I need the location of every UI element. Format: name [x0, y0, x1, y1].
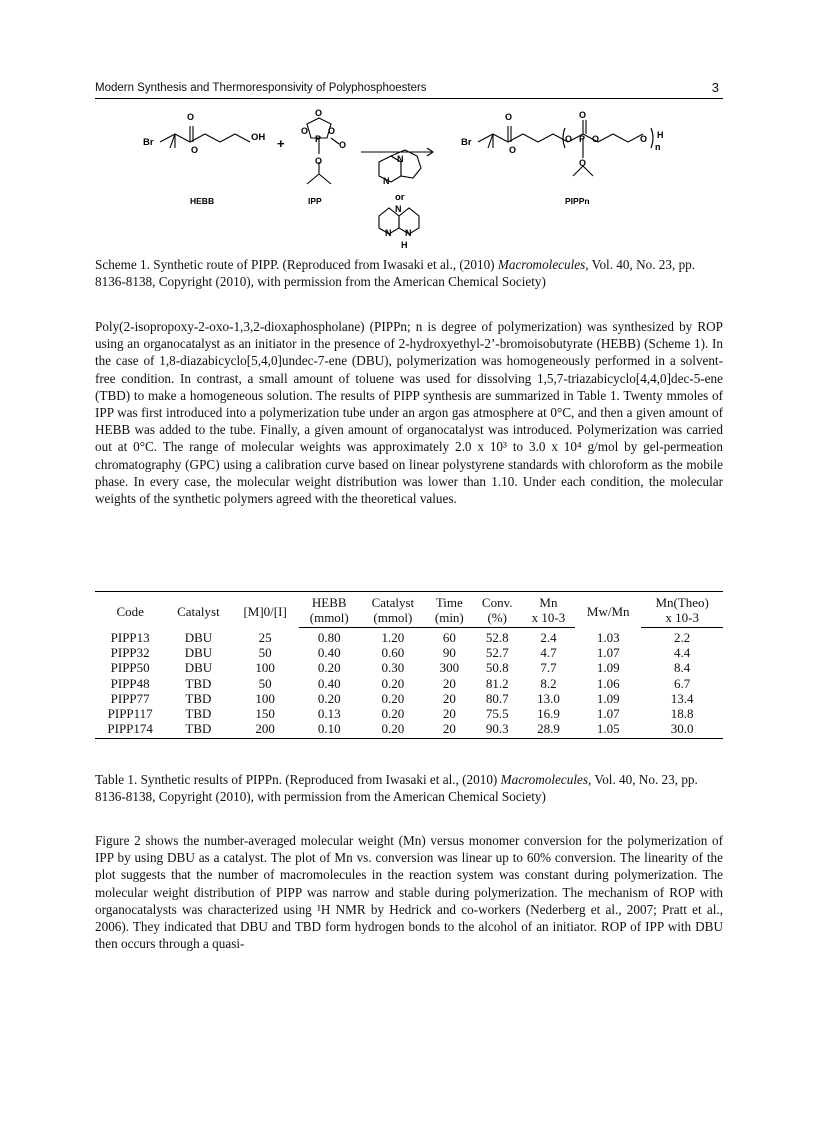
running-header — [95, 80, 723, 99]
svg-text:O: O — [579, 110, 587, 120]
table-cell: 20 — [442, 675, 456, 691]
svg-text:O: O — [339, 140, 347, 150]
svg-text:P: P — [579, 134, 586, 144]
svg-text:O: O — [592, 134, 600, 144]
col-mn: Mn — [522, 592, 575, 611]
table-cell: TBD — [165, 721, 231, 739]
table-cell: 16.9 — [537, 706, 560, 722]
or-label: or — [395, 192, 405, 203]
table-cell: 300 — [439, 660, 460, 676]
table-row — [95, 628, 723, 646]
col-time: Time — [426, 592, 473, 611]
table-cell: 20 — [442, 690, 456, 706]
col-pdi: Mw/Mn — [575, 592, 641, 628]
unit-mn: x 10-3 — [522, 610, 575, 628]
svg-text:N: N — [385, 228, 392, 238]
table-cell: 2.2 — [674, 630, 691, 645]
table-cell: 0.20 — [360, 721, 426, 739]
table-cell: PIPP77 — [110, 690, 150, 706]
table-cell: 1.06 — [596, 675, 620, 691]
pippn-br-label: Br — [461, 137, 472, 148]
table-row — [95, 721, 723, 739]
col-conv: Conv. — [473, 592, 522, 611]
body-paragraph-1: Poly(2-isopropoxy-2-oxo-1,3,2-dioxaphospholane) (PIPPn; n is degree of polymerization) was synthesized by ROP using an organocatalyst as an initiator in the presence of 2-hydroxyethyl-2’-bromoisobutyrate (HEBB) (Scheme 1). In the case of 1,8-diazabicyclo[5,4,0]undec-7-ene (DBU), polymerization was homogeneously performed in a solvent-free condition. In contrast, a small amount of toluene was used for dissolving 1,5,7-triazabicyclo[4,4,0]dec-5-ene (TBD) to make a homogeneous solution. The results of PIPP synthesis are summarized in Table 1. Twenty mmoles of IPP was first introduced into a polymerization tube under an argon gas atmosphere at 0°C, and then a given amount of HEBB was added to the tube. Finally, a given amount of organocatalyst was introduced. Polymerization was carried out at 0°C. The range of molecular weights was approximately 2.0 x 10³ to 3.0 x 10⁴ g/mol by gel-permeation chromatography (GPC) using a calibration curve based on linear polystyrene standards with chloroform as the mobile phase. In every case, the molecular weight distribution was lower than 1.10. Under each condition, the molecular weights of the synthetic polymers agreed with the theoretical values. — [95, 319, 723, 507]
svg-text:O: O — [187, 112, 195, 122]
table-row — [95, 660, 723, 675]
table-cell: PIPP117 — [107, 706, 153, 722]
table-cell: 8.2 — [540, 675, 557, 691]
svg-text:O: O — [191, 145, 199, 155]
table-cell: 0.20 — [381, 675, 405, 691]
table-cell: 52.8 — [485, 630, 509, 645]
table-cell: 13.4 — [670, 690, 694, 706]
svg-text:O: O — [509, 145, 517, 155]
hebb-br-label: Br — [143, 137, 154, 148]
hebb-oh-label: OH — [251, 132, 266, 143]
table-cell: 25 — [258, 629, 272, 645]
table-cell: PIPP48 — [110, 675, 150, 691]
table-cell: 90 — [442, 645, 456, 661]
table-cell: 0.60 — [381, 645, 405, 661]
page-number: 3 — [711, 80, 719, 95]
table-cell: PIPP32 — [110, 645, 150, 661]
table-cell: 81.2 — [485, 675, 509, 691]
table-cell: 100 — [255, 690, 275, 706]
table-cell: 20 — [442, 706, 456, 722]
svg-text:N: N — [383, 176, 390, 186]
svg-text:H: H — [657, 130, 664, 140]
svg-text:P: P — [315, 134, 322, 144]
plus-sign: + — [277, 136, 285, 151]
scheme-1-figure — [95, 104, 723, 254]
svg-text:O: O — [565, 134, 573, 144]
table-cell: 0.40 — [317, 645, 341, 661]
table-cell: 1.09 — [596, 660, 620, 676]
unit-hebb: (mmol) — [299, 610, 360, 628]
table-cell: 100 — [255, 660, 275, 676]
pippn-label: PIPPn — [565, 196, 590, 206]
unit-conv: (%) — [473, 610, 522, 628]
table-cell: 4.7 — [540, 645, 557, 661]
ipp-label: IPP — [308, 196, 322, 206]
table-row — [95, 676, 723, 691]
table-cell: 1.09 — [596, 690, 620, 706]
table-cell: TBD — [185, 675, 212, 691]
svg-text:O: O — [301, 126, 309, 136]
unit-catalyst: (mmol) — [360, 610, 426, 628]
body-paragraph-2: Figure 2 shows the number-averaged molecular weight (Mn) versus monomer conversion for the polymerization of IPP by using DBU as a catalyst. The plot of Mn vs. conversion was linear up to 60% conversion. The linearity of the plot suggests that the number of macromolecules in the reaction system was constant during polymerization. The molecular weight distribution of PIPP was narrow and stable during polymerization. The mechanism of ROP with organocatalysts was characterized using ¹H NMR by Hedrick and co-workers (Nederberg et al., 2007; Pratt et al., 2006). They indicated that DBU and TBD form hydrogen bonds to the alcohol of an initiator. ROP of IPP with DBU then occurs through a quasi- — [95, 833, 723, 952]
table-cell: 30.0 — [641, 721, 723, 739]
table-cell: 1.05 — [575, 721, 641, 739]
table-cell: 0.40 — [317, 675, 341, 691]
table-cell: 0.10 — [299, 721, 360, 739]
table-cell: 7.7 — [540, 660, 557, 676]
table-cell: 1.07 — [596, 706, 620, 722]
table-cell: DBU — [184, 629, 213, 645]
col-mn-theo: Mn(Theo) — [641, 592, 723, 611]
table-cell: 52.7 — [485, 645, 509, 661]
col-ratio: [M]0/[I] — [232, 592, 299, 628]
svg-text:O: O — [579, 158, 587, 168]
table-cell: PIPP13 — [110, 629, 150, 645]
table-cell: 18.8 — [670, 706, 694, 722]
table-cell: 50 — [258, 675, 272, 691]
table-cell: 1.07 — [596, 645, 620, 661]
table-cell: 0.30 — [381, 660, 405, 676]
svg-text:O: O — [505, 112, 513, 122]
table-cell: 50 — [258, 645, 272, 661]
table-caption: Table 1. Synthetic results of PIPPn. (Reproduced from Iwasaki et al., (2010) Macromolecules, Vol. 40, No. 23, pp. 8136-8138, Copyright (2010), with permission from the American Chemical Society) — [95, 772, 698, 804]
svg-text:O: O — [328, 126, 336, 136]
table-cell: 0.20 — [317, 660, 341, 676]
svg-text:N: N — [405, 228, 412, 238]
hebb-label: HEBB — [190, 196, 215, 206]
unit-time: (min) — [426, 610, 473, 628]
table-cell: 2.4 — [540, 630, 557, 645]
table-cell: 60 — [442, 630, 456, 645]
table-cell: 50.8 — [485, 660, 509, 676]
table-cell: 90.3 — [473, 721, 522, 739]
table-cell: 200 — [232, 721, 299, 739]
table-cell: 1.03 — [596, 629, 620, 645]
col-catalyst: Catalyst — [165, 592, 231, 628]
table-cell: 0.20 — [381, 706, 405, 722]
table-cell: 1.20 — [381, 630, 405, 645]
table-row — [95, 706, 723, 721]
svg-text:n: n — [655, 142, 661, 152]
col-code: Code — [95, 592, 165, 628]
table-row — [95, 691, 723, 706]
running-title: Modern Synthesis and Thermoresponsivity of Polyphosphoesters — [95, 82, 427, 94]
scheme-caption: Scheme 1. Synthetic route of PIPP. (Reproduced from Iwasaki et al., (2010) Macromolecules, Vol. 40, No. 23, pp. 8136-8138, Copyright (2010), with permission from the American Chemical Society) — [95, 257, 696, 289]
hebb-structure — [160, 126, 250, 148]
table-row — [95, 645, 723, 660]
table-cell: 0.20 — [317, 690, 341, 706]
table-cell: 6.7 — [674, 675, 691, 691]
col-catalyst-amount: Catalyst — [360, 592, 426, 611]
table-cell: 150 — [255, 706, 275, 722]
table-cell: DBU — [184, 645, 213, 661]
table-cell: 75.5 — [485, 706, 509, 722]
table-cell: 4.4 — [674, 645, 691, 661]
table-cell: 8.4 — [674, 660, 691, 676]
table-cell: 80.7 — [485, 690, 509, 706]
svg-text:O: O — [315, 156, 323, 166]
table-cell: 13.0 — [537, 690, 560, 706]
svg-text:O: O — [315, 108, 323, 118]
col-hebb: HEBB — [299, 592, 360, 611]
pippn-structure — [478, 120, 653, 176]
svg-text:N: N — [395, 204, 402, 214]
table-cell: 28.9 — [522, 721, 575, 739]
table-cell: 0.13 — [317, 706, 341, 722]
svg-text:N: N — [397, 154, 404, 164]
table-cell: 0.80 — [317, 630, 341, 645]
table-cell: DBU — [184, 660, 213, 676]
svg-text:O: O — [640, 134, 648, 144]
table-cell: 0.20 — [381, 690, 405, 706]
table-cell: PIPP50 — [110, 660, 150, 676]
table-cell: 20 — [426, 721, 473, 739]
table-cell: PIPP174 — [95, 721, 165, 739]
unit-mn-theo: x 10-3 — [641, 610, 723, 628]
table-1 — [95, 591, 723, 739]
svg-text:H: H — [401, 240, 408, 250]
table-cell: TBD — [185, 690, 212, 706]
table-cell: TBD — [185, 706, 212, 722]
